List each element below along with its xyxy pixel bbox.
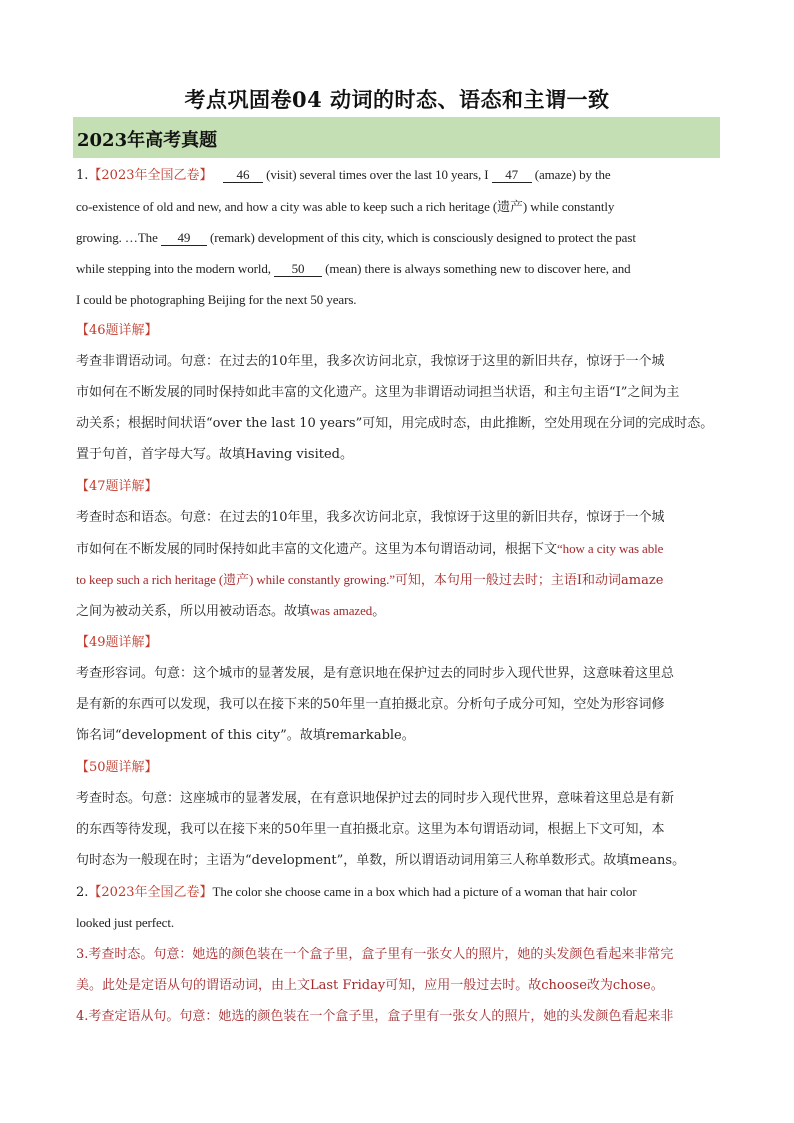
explanation-47-heading: 【47题详解】 [76, 479, 158, 494]
explanation-49-line-2: 是有新的东西可以发现，我可以在接下来的50年里一直拍摄北京。分析句子成分可知，空处为形容词修 [76, 697, 665, 712]
explanation-47-line-2: 市如何在不断发展的同时保持如此丰富的文化遗产。这里为本句谓语动词，根据下文“how a city was able [76, 541, 664, 557]
blank-49: 49 [161, 230, 207, 246]
section-header [73, 117, 720, 158]
q1-line-1: 1.【2023年全国乙卷】 46 (visit) several times over the last 10 years, I 47 (amaze) by the [76, 167, 611, 183]
explanation-46-line-4: 置于句首，首字母大写。故填Having visited。 [76, 447, 353, 462]
q2-number: 2. [76, 885, 89, 900]
section-title: 2023年高考真题 [77, 130, 218, 151]
q1-number: 1. [76, 168, 89, 183]
q1-line-5: I could be photographing Beijing for the next 50 years. [76, 292, 357, 307]
answer-3-line-1: 3.考查时态。句意：她选的颜色装在一个盒子里，盒子里有一张女人的照片，她的头发颜色看起来非常完 [76, 947, 674, 962]
page-title: 考点巩固卷04 动词的时态、语态和主谓一致 [184, 87, 610, 112]
explanation-50-heading: 【50题详解】 [76, 760, 158, 775]
explanation-47-line-3: to keep such a rich heritage (遗产) while constantly growing.”可知，本句用一般过去时；主语I和动词amaze [76, 572, 664, 588]
explanation-46-heading: 【46题详解】 [76, 323, 158, 338]
explanation-47-line-1: 考查时态和语态。句意：在过去的10年里，我多次访问北京，我惊讶于这里的新旧共存，惊讶于一个城 [76, 510, 665, 525]
blank-50: 50 [274, 261, 322, 277]
q1-line-4: while stepping into the modern world, 50 (mean) there is always something new to discover here, and [76, 261, 631, 276]
explanation-46-line-2: 市如何在不断发展的同时保持如此丰富的文化遗产。这里为非谓语动词担当状语，和主句主语“I”之间为主 [76, 385, 680, 400]
blank-46: 46 [223, 167, 263, 183]
q1-line-2: co-existence of old and new, and how a city was able to keep such a rich heritage (遗产) while constantly [76, 199, 615, 214]
explanation-49-heading: 【49题详解】 [76, 635, 158, 650]
q2-line-1: 2.【2023年全国乙卷】The color she choose came in a box which had a picture of a woman that hair color [76, 884, 637, 900]
explanation-50-line-1: 考查时态。句意：这座城市的显著发展，在有意识地保护过去的同时步入现代世界，意味着这里总是有新 [76, 791, 675, 806]
explanation-47-line-4: 之间为被动关系，所以用被动语态。故填was amazed。 [76, 603, 386, 619]
answer-3-line-2: 美。此处是定语从句的谓语动词，由上文Last Friday可知，应用一般过去时。故choose改为chose。 [76, 978, 664, 993]
explanation-50-line-3: 句时态为一般现在时；主语为“development”，单数，所以谓语动词用第三人称单数形式。故填means。 [76, 853, 686, 868]
explanation-49-line-1: 考查形容词。句意：这个城市的显著发展，是有意识地在保护过去的同时步入现代世界，这意味着这里总 [76, 666, 675, 681]
explanation-46-line-3: 动关系；根据时间状语“over the last 10 years”可知，用完成时态，由此推断，空处用现在分词的完成时态。 [76, 416, 714, 431]
explanation-49-line-3: 饰名词“development of this city”。故填remarkable。 [76, 728, 415, 743]
q1-source: 【2023年全国乙卷】 [88, 168, 213, 183]
explanation-50-line-2: 的东西等待发现，我可以在接下来的50年里一直拍摄北京。这里为本句谓语动词，根据上下文可知，本 [76, 822, 665, 837]
blank-47: 47 [492, 167, 532, 183]
q2-source: 【2023年全国乙卷】 [88, 885, 213, 900]
q2-line-2: looked just perfect. [76, 915, 174, 930]
explanation-46-line-1: 考查非谓语动词。句意：在过去的10年里，我多次访问北京，我惊讶于这里的新旧共存，惊讶于一个城 [76, 354, 665, 369]
answer-4-line-1: 4.考查定语从句。句意：她选的颜色装在一个盒子里，盒子里有一张女人的照片，她的头发颜色看起来非 [76, 1009, 674, 1024]
q1-line-3: growing. …The 49 (remark) development of this city, which is consciously designed to protect the past [76, 230, 636, 245]
